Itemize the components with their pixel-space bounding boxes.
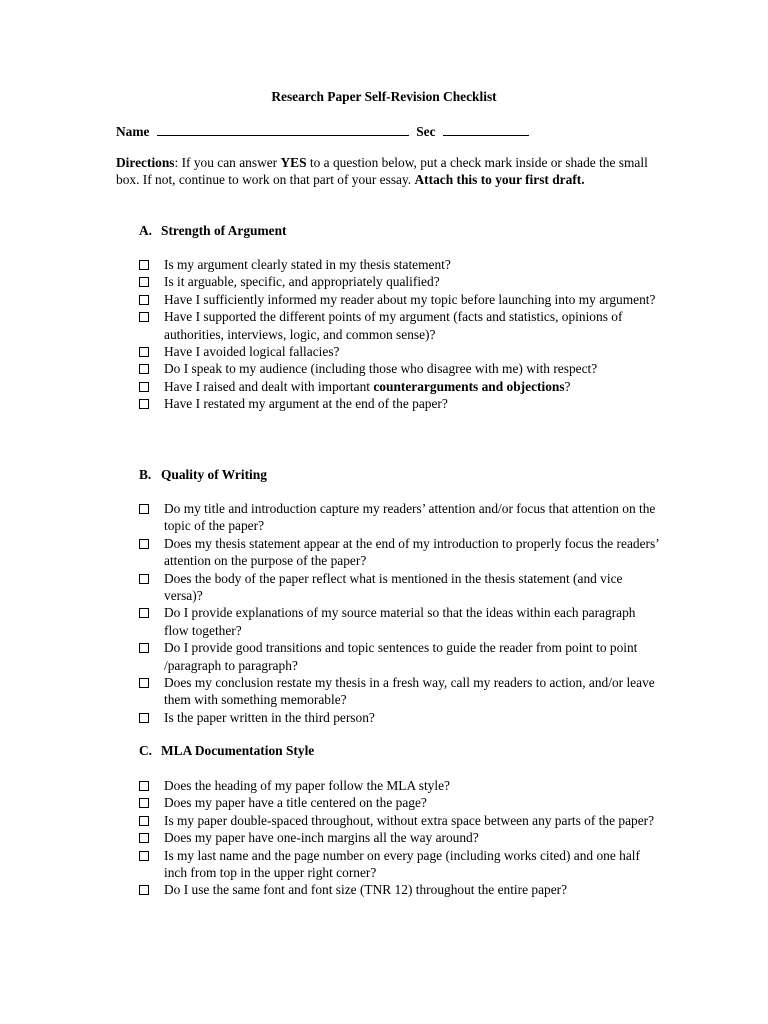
checkbox[interactable]	[139, 798, 149, 808]
section-letter: C.	[139, 743, 153, 758]
name-field[interactable]	[157, 121, 409, 136]
section-title: Strength of Argument	[161, 223, 287, 238]
directions-text-2: to a question below, put a check mark inside or shade the small box. If not, continue to work on that part of your essay.	[116, 155, 648, 188]
checklist-item: Does my paper have one-inch margins all the way around?	[139, 829, 659, 846]
checklist-b	[139, 500, 659, 726]
checklist-item: Do I provide explanations of my source material so that the ideas within each paragraph flow together?	[139, 604, 659, 639]
section-title: Quality of Writing	[161, 467, 267, 482]
checkbox[interactable]	[139, 364, 149, 374]
checkbox[interactable]	[139, 713, 149, 723]
checkbox[interactable]	[139, 643, 149, 653]
checklist-item: Have I supported the different points of my argument (facts and statistics, opinions of authorities, interviews, logic, and common sense)?	[139, 308, 659, 343]
checklist-item: Have I restated my argument at the end of the paper?	[139, 395, 659, 412]
checklist-a	[139, 256, 659, 413]
checkbox[interactable]	[139, 399, 149, 409]
checkbox[interactable]	[139, 781, 149, 791]
checklist-item: Do I provide good transitions and topic sentences to guide the reader from point to point /paragraph to paragraph?	[139, 639, 659, 674]
section-letter: A.	[139, 223, 153, 238]
checkbox[interactable]	[139, 885, 149, 895]
checkbox[interactable]	[139, 833, 149, 843]
name-label: Name	[116, 124, 150, 139]
page-title: Research Paper Self-Revision Checklist	[271, 89, 497, 104]
checklist-item: Have I sufficiently informed my reader about my topic before launching into my argument?	[139, 291, 659, 308]
checklist-item: Is the paper written in the third person?	[139, 709, 659, 726]
checklist-item: Is my paper double-spaced throughout, without extra space between any parts of the paper?	[139, 812, 659, 829]
checkbox[interactable]	[139, 816, 149, 826]
checkbox[interactable]	[139, 382, 149, 392]
checkbox[interactable]	[139, 347, 149, 357]
checkbox[interactable]	[139, 312, 149, 322]
checklist-item: Does my paper have a title centered on the page?	[139, 794, 659, 811]
sec-field[interactable]	[443, 121, 529, 136]
checklist-item: Is my last name and the page number on every page (including works cited) and one half inch from top in the upper right corner?	[139, 847, 659, 882]
checklist-c	[139, 777, 659, 899]
checklist-item: Is my argument clearly stated in my thesis statement?	[139, 256, 659, 273]
section-heading-b	[139, 466, 267, 483]
checklist-item: Does the heading of my paper follow the MLA style?	[139, 777, 659, 794]
checklist-item: Does my conclusion restate my thesis in a fresh way, call my readers to action, and/or leave them with something memorable?	[139, 674, 659, 709]
checkbox[interactable]	[139, 608, 149, 618]
directions-yes: YES	[280, 155, 307, 170]
checklist-item: Do my title and introduction capture my readers’ attention and/or focus that attention on the topic of the paper?	[139, 500, 659, 535]
checklist-item: Is it arguable, specific, and appropriately qualified?	[139, 273, 659, 290]
checkbox[interactable]	[139, 260, 149, 270]
section-heading-a	[139, 222, 286, 239]
checklist-item: Do I speak to my audience (including those who disagree with me) with respect?	[139, 360, 659, 377]
checkbox[interactable]	[139, 277, 149, 287]
checkbox[interactable]	[139, 851, 149, 861]
checklist-item: Do I use the same font and font size (TNR 12) throughout the entire paper?	[139, 881, 659, 898]
section-title: MLA Documentation Style	[161, 743, 315, 758]
checklist-item: Does the body of the paper reflect what is mentioned in the thesis statement (and vice versa)?	[139, 570, 659, 605]
sec-label: Sec	[416, 124, 436, 139]
checkbox[interactable]	[139, 574, 149, 584]
counterarguments-emphasis: counterarguments and objections	[373, 378, 565, 394]
checkbox[interactable]	[139, 504, 149, 514]
directions-attach: Attach this to your first draft.	[414, 172, 585, 188]
section-heading-c	[139, 742, 314, 759]
checkbox[interactable]	[139, 678, 149, 688]
directions-paragraph	[116, 154, 656, 189]
checklist-item: Does my thesis statement appear at the end of my introduction to properly focus the readers’ attention on the purpose of the paper?	[139, 535, 659, 570]
checkbox[interactable]	[139, 539, 149, 549]
checkbox[interactable]	[139, 295, 149, 305]
directions-label: Directions	[116, 155, 175, 170]
checklist-item: Have I avoided logical fallacies?	[139, 343, 659, 360]
section-letter: B.	[139, 467, 152, 482]
checklist-item: Have I raised and dealt with important counterarguments and objections?	[139, 378, 659, 395]
directions-text-1: : If you can answer	[174, 155, 281, 170]
name-sec-line	[116, 121, 529, 140]
